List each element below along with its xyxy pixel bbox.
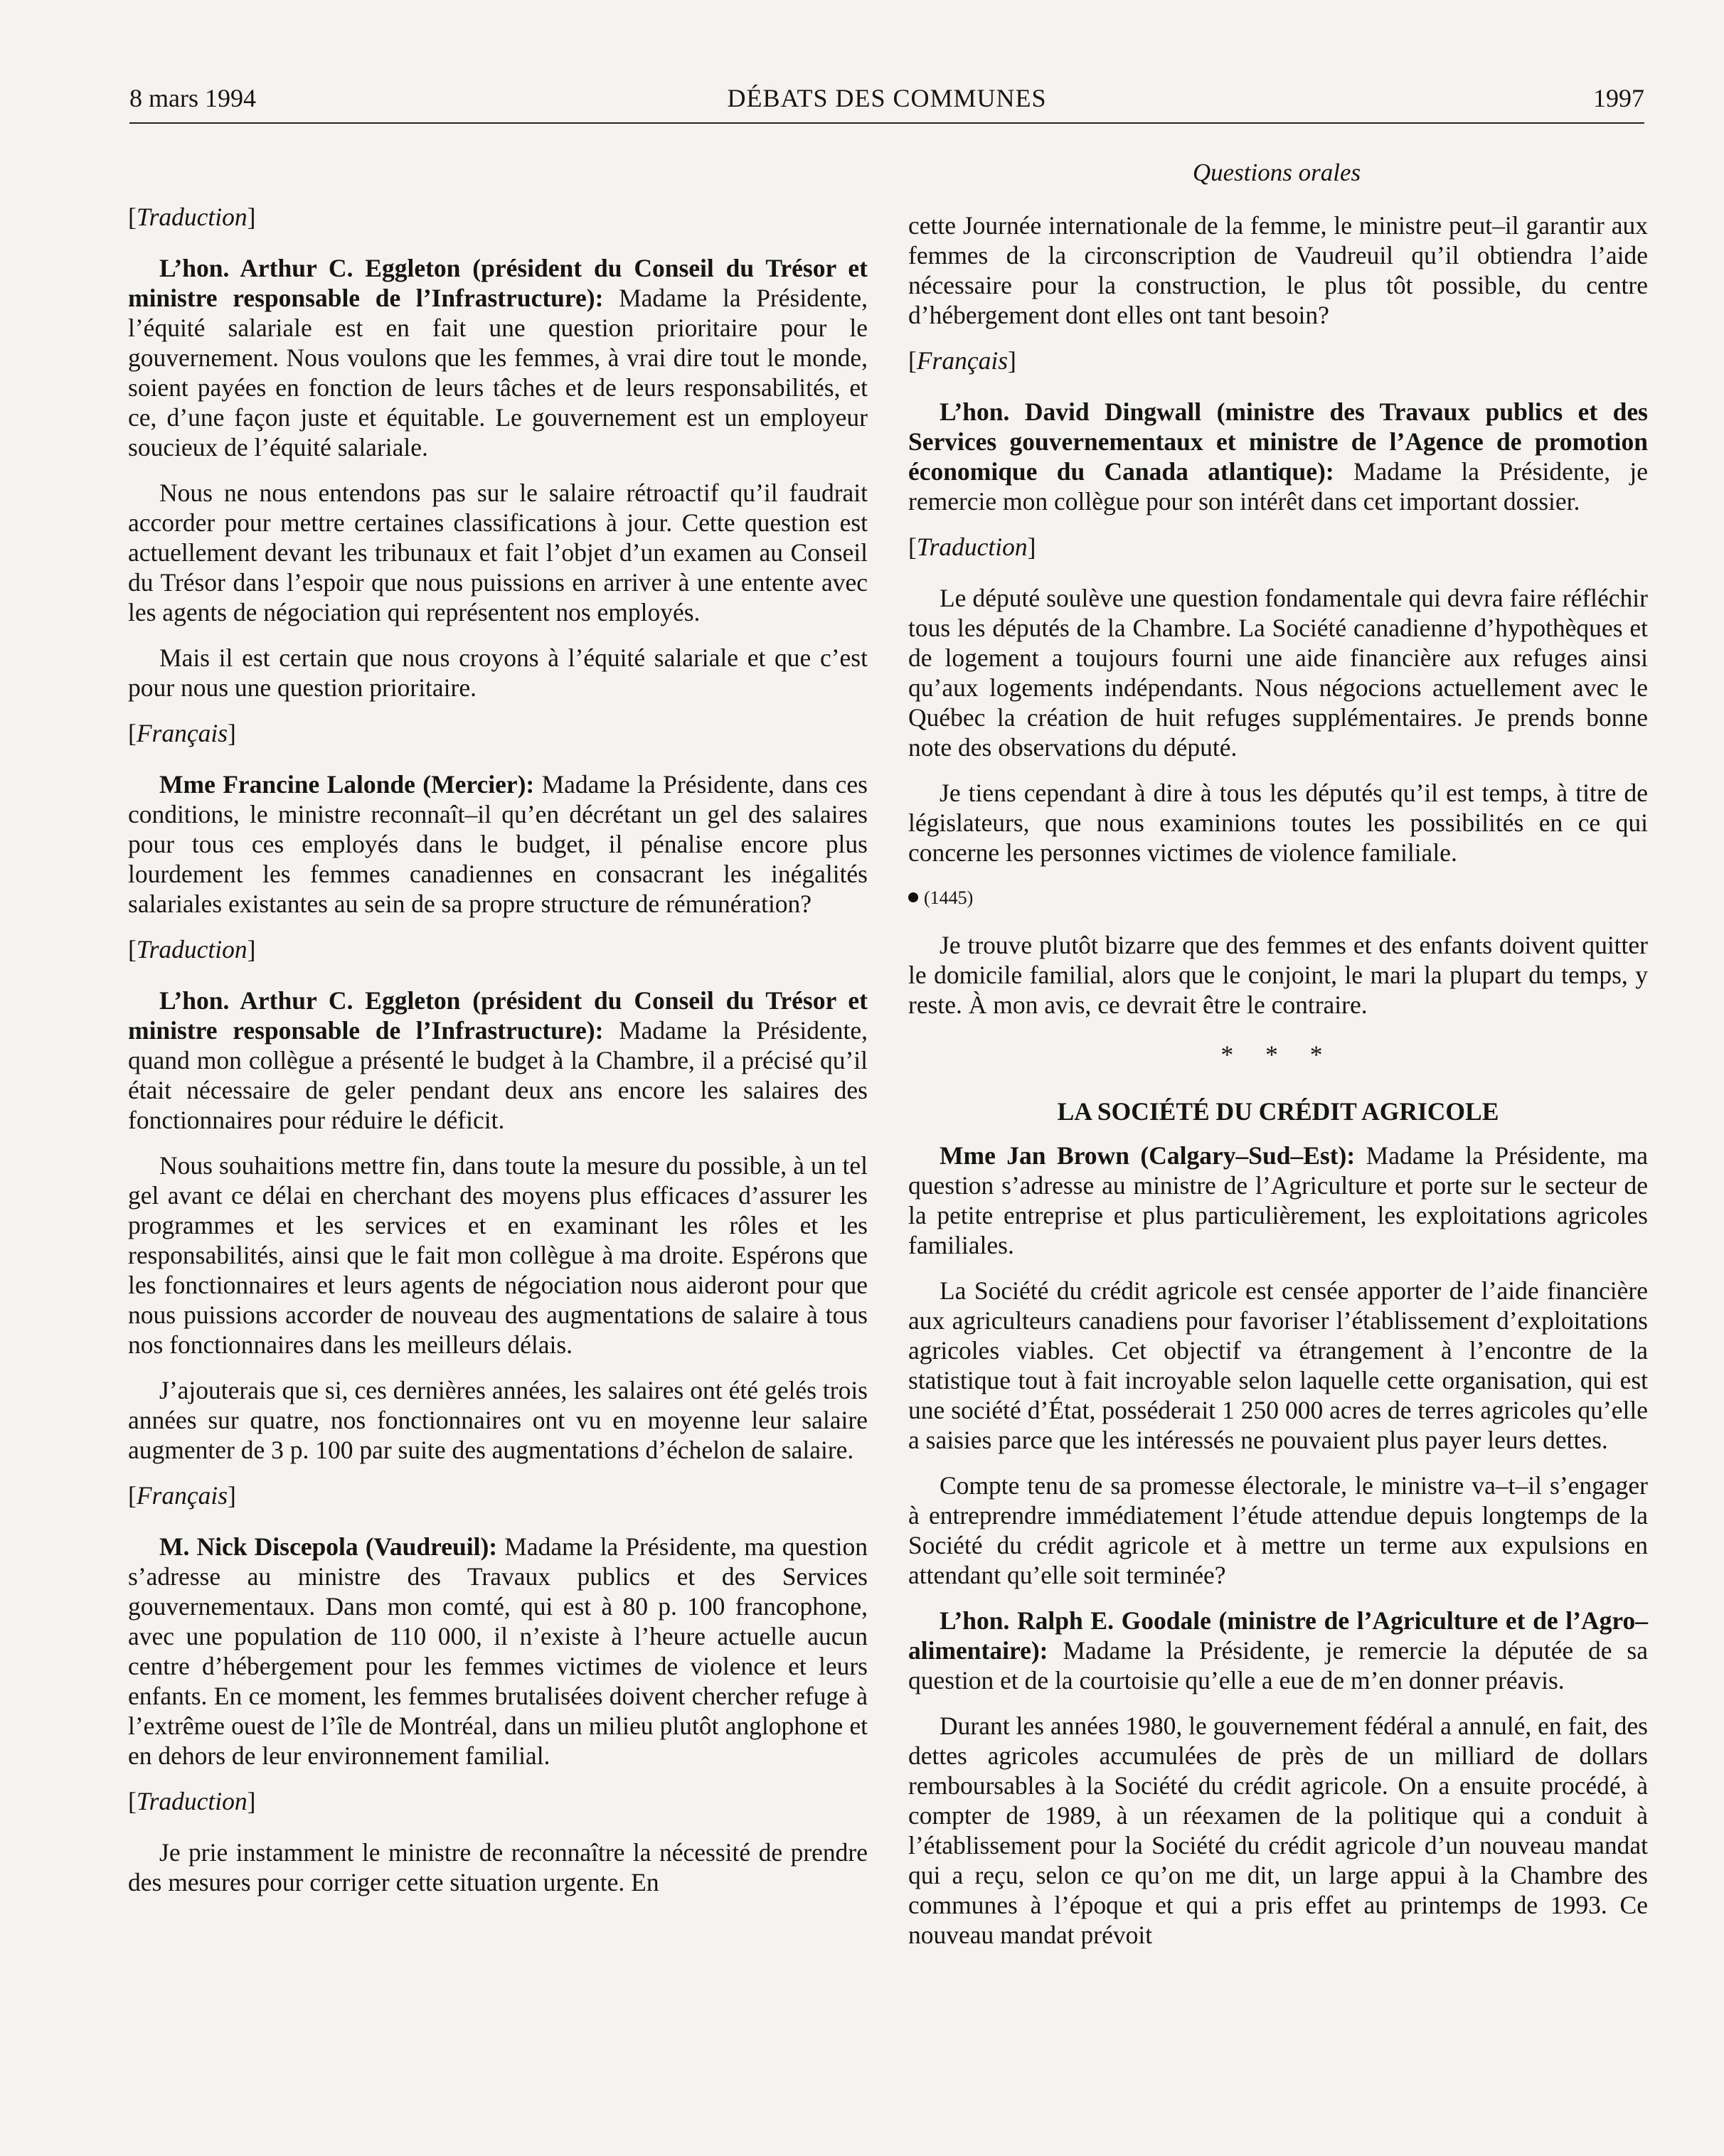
speaker-name: Mme Francine Lalonde (Mercier): bbox=[159, 770, 535, 799]
bullet-icon bbox=[908, 892, 918, 902]
speaker-name: Mme Jan Brown (Calgary–Sud–Est): bbox=[940, 1141, 1356, 1170]
language-marker-text: Français bbox=[136, 1481, 228, 1510]
speech-text: Madame la Présidente, ma question s’adresse au ministre des Travaux publics et des Services gouvernementaux. Dans mon comté, qui est à 80 p. 100 francophone, avec une population de 110 000, il n’existe à l’heure actuelle aucun centre d’hébergement pour les femmes victimes de violence et leurs enfants. En ce moment, les femmes brutalisées doivent chercher refuge à l’extrême ouest de l’île de Montréal, dans un milieu plutôt anglophone et en dehors de leur environnement familial. bbox=[128, 1532, 868, 1770]
left-column bbox=[128, 202, 868, 1913]
speech-text: Madame la Présidente, ma question s’adresse au ministre de l’Agriculture et porte sur le secteur de la petite entreprise et plus particulièrement, les exploitations agricoles familiales. bbox=[908, 1141, 1648, 1259]
body-paragraph: Nous souhaitions mettre fin, dans toute la mesure du possible, à un tel gel avant ce délai en cherchant des moyens plus efficaces d’assurer les programmes et les services et en examinant les rôles et les responsabilités, ainsi que le fait mon collègue à ma droite. Espérons que les fonctionnaires et leurs agents de négociation nous aideront pour que nous puissions accorder de nouveau des augmentations de salaire à tous nos fonctionnaires dans les meilleurs délais. bbox=[128, 1151, 868, 1359]
speaker-name: M. Nick Discepola (Vaudreuil): bbox=[159, 1532, 498, 1561]
header-title: DÉBATS DES COMMUNES bbox=[727, 84, 1047, 112]
language-marker: [Traduction] bbox=[128, 935, 256, 964]
body-paragraph: Nous ne nous entendons pas sur le salaire rétroactif qu’il faudrait accorder pour mettre certaines classifications à jour. Cette question est actuellement devant les tribunaux et fait l’objet d’un examen au Conseil du Trésor dans l’espoir que nous puissions en arriver à une entente avec les agents de négociation qui représentent nos employés. bbox=[128, 479, 868, 626]
section-label: Questions orales bbox=[1192, 159, 1361, 186]
body-paragraph: Le député soulève une question fondamentale qui devra faire réfléchir tous les députés de la Chambre. La Société canadienne d’hypothèques et de logement a toujours fourni une aide financière aux refuges ainsi qu’aux logements indépendants. Nous négocions actuellement avec le Québec la création de huit refuges supplémentaires. Je prends bonne note des observations du député. bbox=[908, 584, 1648, 762]
right-column bbox=[908, 210, 1648, 1965]
continued-paragraph: cette Journée internationale de la femme, le ministre peut–il garantir aux femmes de la circonscription de Vaudreuil qu’il obtiendra l’aide nécessaire pour la construction, le plus tôt possible, du centre d’hébergement dont elles ont tant besoin? bbox=[908, 211, 1648, 329]
speech-paragraph bbox=[128, 1532, 868, 1771]
speech-text: Madame la Présidente, quand mon collègue a présenté le budget à la Chambre, il a précisé qu’il était nécessaire de geler pendant deux ans encore les salaires des fonctionnaires pour réduire le déficit. bbox=[128, 1016, 868, 1134]
speaker-name: L’hon. Arthur C. Eggleton (président du Conseil du Trésor et ministre responsable de l’Infrastructure): bbox=[128, 986, 868, 1045]
body-paragraph: Mais il est certain que nous croyons à l’équité salariale et que c’est pour nous une question prioritaire. bbox=[128, 644, 868, 702]
speech-paragraph bbox=[128, 986, 868, 1135]
speech-paragraph bbox=[908, 397, 1648, 516]
body-paragraph: J’ajouterais que si, ces dernières années, les salaires ont été gelés trois années sur quatre, nos fonctionnaires ont vu en moyenne leur salaire augmenter de 3 p. 100 par suite des augmentations d’échelon de salaire. bbox=[128, 1376, 868, 1464]
speech-paragraph bbox=[908, 1141, 1648, 1260]
body-paragraph: Durant les années 1980, le gouvernement fédéral a annulé, en fait, des dettes agricoles accumulées de près de un milliard de dollars remboursables à la Société du crédit agricole. On a ensuite procédé, à compter de 1989, à un réexamen de la politique qui a conduit à l’établissement pour la Société du crédit agricole d’un nouveau mandat qui a reçu, selon ce qu’on me dit, un large appui à la Chambre des communes à l’époque et qui a pris effet au printemps de 1993. Ce nouveau mandat prévoit bbox=[908, 1712, 1648, 1949]
speech-text: Madame la Présidente, je remercie mon collègue pour son intérêt dans cet important dossier. bbox=[908, 457, 1648, 516]
language-marker-text: Traduction bbox=[136, 1787, 248, 1815]
section-heading: LA SOCIÉTÉ DU CRÉDIT AGRICOLE bbox=[1057, 1097, 1499, 1126]
body-paragraph: Je tiens cependant à dire à tous les députés qu’il est temps, à titre de législateurs, que nous examinions toutes les possibilités en ce qui concerne les personnes victimes de violence familiale. bbox=[908, 779, 1648, 867]
time-marker bbox=[908, 883, 1648, 913]
time-marker-text: (1445) bbox=[924, 887, 974, 908]
language-marker: [Traduction] bbox=[908, 533, 1036, 561]
section-separator: * * * bbox=[1220, 1040, 1336, 1069]
body-paragraph: Je trouve plutôt bizarre que des femmes et des enfants doivent quitter le domicile familial, alors que le conjoint, le mari la plupart du temps, y reste. À mon avis, ce devrait être le contraire. bbox=[908, 931, 1648, 1019]
header-date: 8 mars 1994 bbox=[129, 84, 256, 112]
language-marker: [Français] bbox=[128, 719, 236, 747]
language-marker-text: Traduction bbox=[136, 203, 248, 231]
speech-paragraph bbox=[128, 769, 868, 919]
language-marker: [Français] bbox=[128, 1481, 236, 1510]
body-paragraph: Compte tenu de sa promesse électorale, le ministre va–t–il s’engager à entreprendre immédiatement l’étude attendue depuis longtemps de la Société du crédit agricole et à mettre un terme aux expulsions en attendant qu’elle soit terminée? bbox=[908, 1471, 1648, 1589]
header-page-number: 1997 bbox=[1593, 84, 1644, 112]
speech-text: Madame la Présidente, l’équité salariale est en fait une question prioritaire pour le gouvernement. Nous voulons que les femmes, à vrai dire tout le monde, soient payées en fonction de leurs tâches et de leurs responsabilités, et ce, d’une façon juste et équitable. Le gouvernement est un employeur soucieux de l’équité salariale. bbox=[128, 284, 868, 461]
language-marker: [Traduction] bbox=[128, 203, 256, 231]
speech-text: Madame la Présidente, dans ces conditions, le ministre reconnaît–il qu’en décrétant un gel des salaires pour tous ces employés dans le budget, il pénalise encore plus lourdement les femmes canadiennes en consacrant les inégalités salariales existantes au sein de sa propre structure de rémunération? bbox=[128, 770, 868, 918]
language-marker-text: Traduction bbox=[136, 935, 248, 964]
page-header bbox=[129, 77, 1644, 119]
speaker-name: L’hon. David Dingwall (ministre des Travaux publics et des Services gouvernementaux et ministre de l’Agence de promotion économique du Canada atlantique): bbox=[908, 397, 1648, 486]
language-marker-text: Traduction bbox=[916, 533, 1028, 561]
header-rule bbox=[129, 122, 1644, 124]
speech-text: Madame la Présidente, je remercie la députée de sa question et de la courtoisie qu’elle a eue de m’en donner préavis. bbox=[908, 1636, 1648, 1695]
speech-paragraph bbox=[908, 1606, 1648, 1695]
speaker-name: L’hon. Arthur C. Eggleton (président du Conseil du Trésor et ministre responsable de l’Infrastructure): bbox=[128, 254, 868, 312]
body-paragraph: La Société du crédit agricole est censée apporter de l’aide financière aux agriculteurs canadiens pour favoriser l’établissement d’exploitations agricoles viables. Cet objectif va étrangement à l’encontre de la statistique tout à fait incroyable selon laquelle cette organisation, qui est une société d’État, posséderait 1 250 000 acres de terres agricoles qu’elle a saisies parce que les intéressés ne pouvaient plus payer leurs dettes. bbox=[908, 1276, 1648, 1454]
language-marker: [Traduction] bbox=[128, 1787, 256, 1815]
language-marker-text: Français bbox=[136, 719, 228, 747]
body-paragraph: Je prie instamment le ministre de reconnaître la nécessité de prendre des mesures pour corriger cette situation urgente. En bbox=[128, 1838, 868, 1896]
language-marker: [Français] bbox=[908, 346, 1016, 375]
language-marker-text: Français bbox=[916, 346, 1009, 375]
speaker-name: L’hon. Ralph E. Goodale (ministre de l’Agriculture et de l’Agro–alimentaire): bbox=[908, 1606, 1648, 1665]
speech-paragraph bbox=[128, 253, 868, 462]
